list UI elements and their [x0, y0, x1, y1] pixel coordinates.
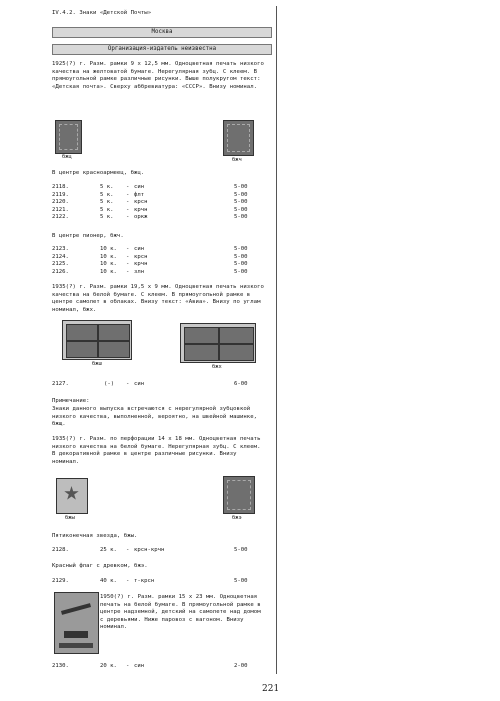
catalog-row-2121: 2121. 5 к. - крчн 5-00 [52, 206, 248, 213]
catalog-row-2123: 2123. 10 к. - син 5-00 [52, 246, 248, 252]
group1-title: В центре красноармеец, бжц. [52, 170, 145, 176]
catalog-row-2124: 2124. 10 к. - крсн 5-00 [52, 253, 248, 260]
stamp-image-red-army [55, 120, 82, 154]
catalog-row-2120: 2120. 5 к. - крсн 5-00 [52, 199, 248, 206]
caption-bzhe: бжэ [232, 515, 242, 521]
catalog-row-2125: 2125. 10 к. - крчн 5-00 [52, 261, 248, 268]
catalog-row-2130: 2130. 20 к. - син 2-00 [52, 663, 248, 669]
caption-bzhch: бжч [232, 157, 242, 163]
stamp-block-airplane-right [180, 323, 256, 363]
catalog-row-2122: 2122. 5 к. - оркж 5-00 [52, 214, 248, 221]
caption-bzhsh: бжш [92, 361, 102, 367]
catalog-row-2129: 2129. 40 к. - т-крсн 5-00 [52, 578, 248, 584]
publisher-header: Организация-издатель неизвестна [52, 44, 272, 55]
stamp-image-flag [223, 476, 255, 514]
stamp-block-airplane-left [62, 320, 132, 360]
page-number: 221 [262, 684, 280, 694]
stamp-image-star [56, 478, 88, 514]
caption-bzhts: бжц [62, 154, 72, 160]
city-header: Москва [52, 27, 272, 38]
catalog-row-2119: 2119. 5 к. - флт 5-00 [52, 191, 248, 198]
note-text: Знаки данного выпуска встречаются с нерегулярной зубцовкой низкого качества, выполненной, вероятно, на швейной машинке, бжщ. [52, 406, 258, 428]
catalog-row-2118: 2118. 5 к. - син 5-00 [52, 184, 248, 190]
caption-bzhkh: бжх [212, 364, 222, 370]
catalog-row-2126: 2126. 10 к. - злн 5-00 [52, 268, 248, 275]
issue1-description: 1925(?) г. Разм. рамки 9 x 12,5 мм. Одноцветная печать низкого качества на желтоватой бумаге. Нерегулярная зубц. С клеем. В прямоугольной рамке различные рисунки. Выше полукругом текст: «Детская почта». Сверху аббревиатура: «СССР». Внизу номинал. [52, 61, 264, 90]
catalog-row-2128: 2128. 25 к. - крсн-крчн 5-00 [52, 547, 248, 553]
note-title: Примечание: [52, 398, 90, 404]
group2-title: В центре пионер, бжч. [52, 233, 124, 239]
caption-bzhy: бжы [65, 515, 75, 521]
issue4-description: 1950(?) г. Разм. рамки 15 x 23 мм. Одноцветная печать на белой бумаге. В прямоугольной рамке в центре надземной, детский на самолете над домом с деревьями. Ниже паровоз с вагоном. Внизу номинал. [100, 594, 261, 631]
column-divider [276, 6, 277, 674]
issue2-description: 1935(?) г. Разм. рамки 19,5 x 9 мм. Одноцветная печать низкого качества на белой бумаге. С клеем. В прямоугольной рамке в центре самолет в облаках. Внизу текст: «Авиа». Внизу по углам номинал, бжх. [52, 284, 264, 313]
section-title: IV.4.2. Знаки «Детской Почты» [52, 10, 152, 16]
issue3-description: 1935(?) г. Разм. по перфорации 14 x 18 мм. Одноцветная печать низкого качества на белой бумаге. Нерегулярная зубц. С клеем. В декоративной рамке в центре различные рисунки. Внизу номинал. [52, 436, 261, 465]
catalog-row-2127: 2127. (-) - син 6-00 [52, 381, 248, 387]
issue3-group1-title: Пятиконечная звезда, бжы. [52, 533, 138, 539]
stamp-image-airplane-train [54, 592, 99, 654]
issue3-group2-title: Красный флаг с древком, бжэ. [52, 563, 148, 569]
stamp-image-pioneer [223, 120, 254, 156]
